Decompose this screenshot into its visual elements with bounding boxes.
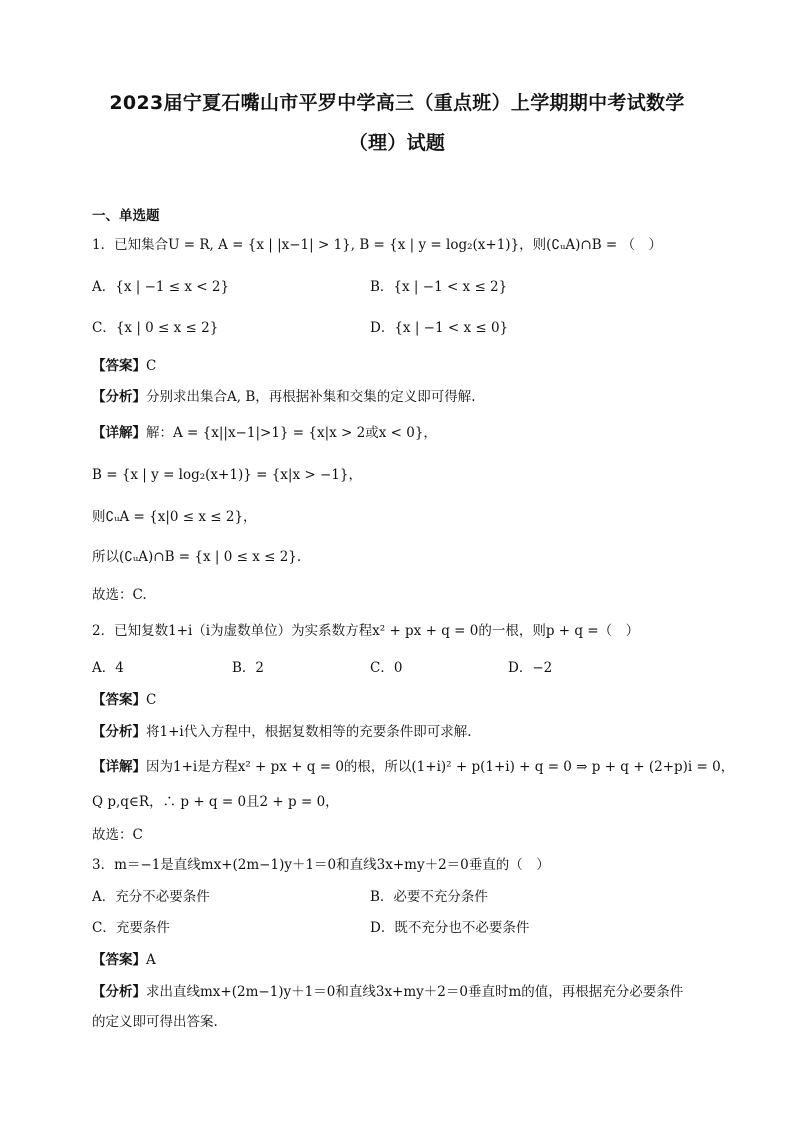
q2-conclusion: 故选：C bbox=[92, 827, 143, 843]
detail-line: 解：A = {x||x−1|>1} = {x|x > 2或x < 0}， bbox=[146, 425, 437, 441]
q3-option-a: A．充分不必要条件 bbox=[92, 889, 210, 905]
q2-analysis bbox=[92, 720, 472, 740]
q1-option-d: D．{x | −1 < x ≤ 0} bbox=[370, 320, 509, 336]
q1-detail-line: 则∁ᵤA = {x|0 ≤ x ≤ 2}， bbox=[92, 509, 257, 525]
answer-value: C bbox=[146, 358, 157, 374]
q2-option-d: D．−2 bbox=[508, 660, 553, 676]
q3-answer bbox=[92, 948, 156, 968]
answer-tag: 【答案】 bbox=[92, 358, 146, 374]
detail-line: 因为1+i是方程x² + px + q = 0的根，所以(1+i)² + p(1+i) + q = 0 ⇒ p + q + (2+p)i = 0， bbox=[146, 759, 735, 775]
document-title-line2: （理）试题 bbox=[348, 132, 446, 154]
q3-stem: 3．m＝−1是直线mx+(2m−1)y＋1＝0和直线3x+my＋2＝0垂直的（ ） bbox=[92, 857, 550, 873]
answer-tag: 【答案】 bbox=[92, 692, 146, 708]
q2-detail-line: Q p,q∈R，∴ p + q = 0且2 + p = 0， bbox=[92, 794, 339, 810]
q2-option-c: C．0 bbox=[370, 660, 403, 676]
analysis-tag: 【分析】 bbox=[92, 984, 146, 1000]
q1-option-c: C．{x | 0 ≤ x ≤ 2} bbox=[92, 320, 219, 336]
q1-analysis bbox=[92, 385, 476, 405]
analysis-text: 求出直线mx+(2m−1)y＋1＝0和直线3x+my＋2＝0垂直时m的值，再根据充分必要条件 bbox=[146, 984, 684, 1000]
answer-value: C bbox=[146, 692, 157, 708]
q2-option-b: B．2 bbox=[232, 660, 265, 676]
answer-value: A bbox=[146, 952, 156, 968]
q3-option-c: C．充要条件 bbox=[92, 920, 170, 936]
q2-answer bbox=[92, 688, 156, 708]
q3-option-d: D．既不充分也不必要条件 bbox=[370, 920, 530, 936]
analysis-tag: 【分析】 bbox=[92, 724, 146, 740]
q1-answer bbox=[92, 354, 156, 374]
detail-tag: 【详解】 bbox=[92, 759, 146, 775]
q1-conclusion: 故选：C. bbox=[92, 587, 147, 603]
q1-detail bbox=[92, 421, 437, 441]
q1-option-b: B．{x | −1 < x ≤ 2} bbox=[370, 279, 508, 295]
q1-detail-line: B = {x | y = log₂(x+1)} = {x|x > −1}， bbox=[92, 467, 362, 483]
q3-option-b: B．必要不充分条件 bbox=[370, 889, 488, 905]
q1-stem: 1．已知集合U = R, A = {x | |x−1| > 1}, B = {x | y = log₂(x+1)}，则(∁ᵤA)∩B = （ ） bbox=[92, 237, 663, 253]
q1-detail-line: 所以(∁ᵤA)∩B = {x | 0 ≤ x ≤ 2}. bbox=[92, 549, 302, 565]
q2-option-a: A．4 bbox=[92, 660, 124, 676]
q3-analysis bbox=[92, 980, 683, 1000]
q2-stem: 2．已知复数1+i（i为虚数单位）为实系数方程x² + px + q = 0的一根，则p + q =（ ） bbox=[92, 623, 640, 639]
q3-analysis-line: 的定义即可得出答案. bbox=[92, 1014, 218, 1030]
q2-detail bbox=[92, 755, 734, 775]
q1-option-a: A．{x | −1 ≤ x < 2} bbox=[92, 279, 230, 295]
analysis-tag: 【分析】 bbox=[92, 389, 146, 405]
section-heading: 一、单选题 bbox=[92, 208, 160, 224]
analysis-text: 分别求出集合A, B，再根据补集和交集的定义即可得解. bbox=[146, 389, 476, 405]
answer-tag: 【答案】 bbox=[92, 952, 146, 968]
document-title-line1: 2023届宁夏石嘴山市平罗中学高三（重点班）上学期期中考试数学 bbox=[109, 92, 685, 114]
analysis-text: 将1+i代入方程中，根据复数相等的充要条件即可求解. bbox=[146, 724, 472, 740]
detail-tag: 【详解】 bbox=[92, 425, 146, 441]
